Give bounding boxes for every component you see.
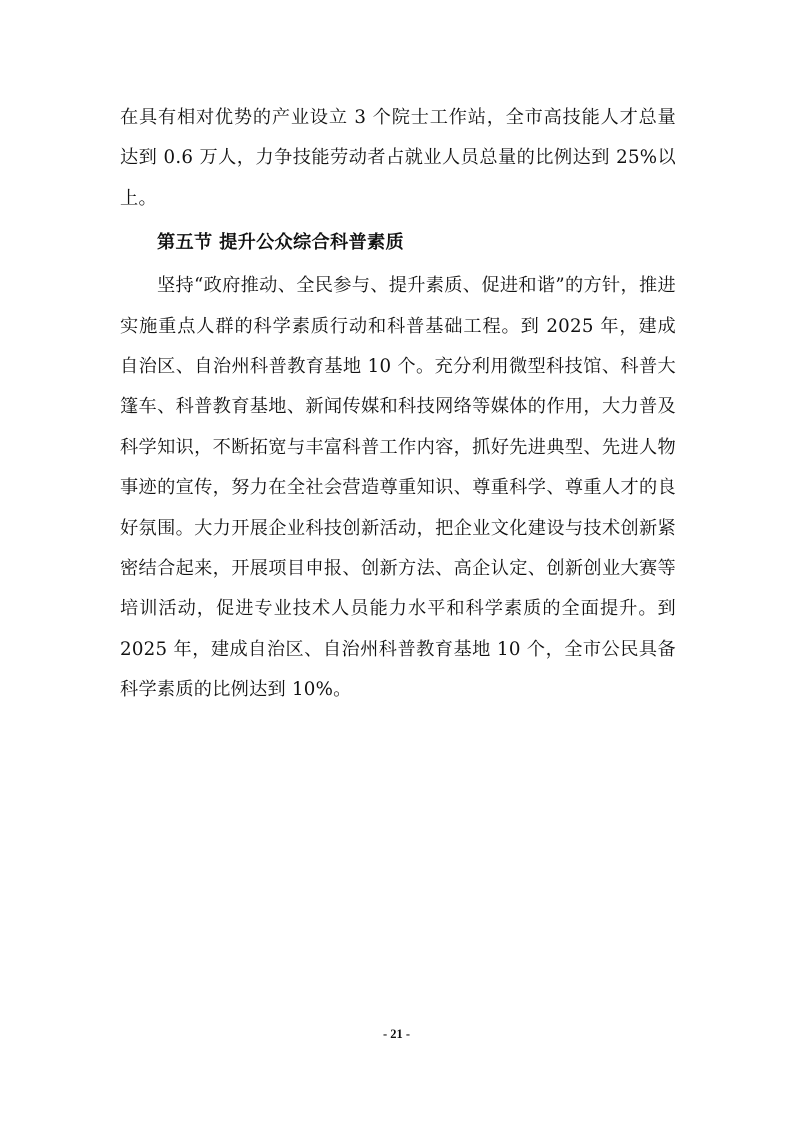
section-paragraph: 坚持“政府推动、全民参与、提升素质、促进和谐”的方针，推进实施重点人群的科学素质行动和科普基础工程。到 2025 年，建成自治区、自治州科普教育基地 10 个。充分利用微型科技馆、科普大篷车、科普教育基地、新闻传媒和科技网络等媒体的作用，大力普及科学知识，不断拓宽与丰富科普工作内容，抓好先进典型、先进人物事迹的宣传，努力在全社会营造尊重知识、尊重科学、尊重人才的良好氛围。大力开展企业科技创新活动，把企业文化建设与技术创新紧密结合起来，开展项目申报、创新方法、高企认定、创新创业大赛等培训活动，促进专业技术人员能力水平和科学素质的全面提升。到 2025 年，建成自治区、自治州科普教育基地 10 个，全市公民具备科学素质的比例达到 10%。 <box>120 275 676 701</box>
section-heading: 第五节 提升公众综合科普素质 <box>157 232 404 254</box>
continued-paragraph: 在具有相对优势的产业设立 3 个院士工作站，全市高技能人才总量达到 0.6 万人，力争技能劳动者占就业人员总量的比例达到 25%以上。 <box>120 107 676 209</box>
document-body <box>120 98 676 711</box>
page-number: - 21 - <box>382 1027 411 1041</box>
